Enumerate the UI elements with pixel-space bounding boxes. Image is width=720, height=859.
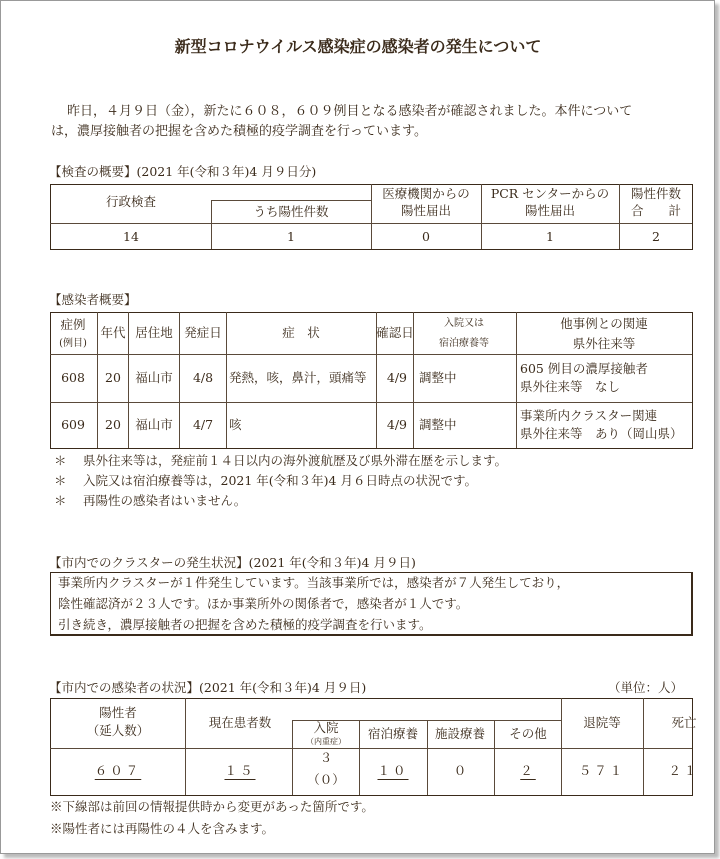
table-rule bbox=[211, 200, 212, 249]
value-hospital-severe: （０） bbox=[307, 772, 345, 787]
status-note: ※陽性者には再陽性の４人を含みます。 bbox=[50, 821, 275, 836]
note-mark: ＊ bbox=[54, 473, 67, 488]
table-rule bbox=[128, 312, 129, 448]
case-symptoms: 発熱，咳，鼻汁，頭痛等 bbox=[229, 370, 367, 385]
table-rule bbox=[211, 200, 371, 201]
header-pcr-2: 陽性届出 bbox=[524, 203, 576, 218]
case-relation: 事業所内クラスター関連 bbox=[520, 408, 658, 423]
header-admin-positive: うち陽性件数 bbox=[253, 204, 329, 219]
table-rule bbox=[97, 312, 98, 448]
table-rule bbox=[619, 184, 620, 249]
page-title: 新型コロナウイルス感染症の感染者の発生について bbox=[174, 37, 542, 56]
table-rule bbox=[292, 720, 293, 795]
case-confirmed: 4/9 bbox=[386, 417, 407, 432]
header-positive-2: （延人数） bbox=[86, 723, 150, 738]
case-symptoms: 咳 bbox=[229, 417, 242, 432]
header-discharged: 退院等 bbox=[583, 715, 621, 730]
header-hotel: 宿泊療養 bbox=[367, 726, 419, 741]
value-admin: 14 bbox=[123, 229, 139, 244]
header-relation-2: 県外往来等 bbox=[572, 336, 636, 351]
case-onset: 4/7 bbox=[192, 417, 214, 432]
header-onset: 発症日 bbox=[184, 325, 222, 340]
intro-line-1: 昨日，４月９日（金），新たに６０８，６０９例目となる感染者が確認されました。本件について bbox=[67, 104, 633, 119]
header-hospital: 入院 bbox=[313, 720, 339, 735]
tests-heading: 【検査の概要】(2021 年(令和３年)4 月９日分) bbox=[49, 164, 317, 179]
case-number: 609 bbox=[61, 417, 85, 432]
table-rule bbox=[561, 698, 562, 795]
case-residence: 福山市 bbox=[135, 370, 173, 385]
value-other: ２ bbox=[520, 763, 536, 778]
case-hospital: 調整中 bbox=[419, 370, 457, 385]
case-onset: 4/8 bbox=[192, 370, 214, 385]
header-confirmed: 確認日 bbox=[376, 325, 414, 340]
case-relation: 605 例目の濃厚接触者 bbox=[520, 361, 648, 376]
value-current: １５ bbox=[224, 763, 256, 778]
value-death: ２１ bbox=[668, 763, 700, 778]
table-rule bbox=[226, 312, 227, 448]
header-hospital-2: 宿泊療養等 bbox=[439, 338, 489, 349]
header-hospital-severe: （内重症） bbox=[306, 737, 346, 746]
value-hotel: １０ bbox=[377, 763, 409, 778]
value-positive: ６０７ bbox=[94, 763, 142, 778]
table-rule bbox=[427, 720, 428, 795]
value-hospital: ３ bbox=[319, 750, 333, 765]
case-travel: 県外往来等 なし bbox=[520, 379, 621, 394]
table-rule bbox=[516, 312, 517, 448]
value-medical: 0 bbox=[422, 229, 430, 244]
cluster-line: 陰性確認済が２３人です。ほか事業所外の関係者で，感染者が１人です。 bbox=[58, 596, 469, 611]
table-rule bbox=[185, 698, 186, 795]
table-rule bbox=[494, 720, 495, 795]
header-medical-2: 陽性届出 bbox=[400, 203, 452, 218]
header-hospital: 入院又は bbox=[444, 318, 484, 329]
table-rule bbox=[371, 184, 372, 249]
header-total-2: 合 計 bbox=[630, 203, 682, 218]
case-travel: 県外往来等 あり（岡山県） bbox=[520, 426, 683, 441]
header-age: 年代 bbox=[100, 325, 126, 340]
header-residence: 居住地 bbox=[135, 325, 173, 340]
header-case: 症例 bbox=[60, 317, 86, 332]
header-death: 死亡 bbox=[671, 715, 697, 730]
table-rule bbox=[50, 748, 692, 749]
table-rule bbox=[359, 720, 360, 795]
unit-label: （単位：人） bbox=[607, 680, 683, 695]
header-pcr: PCR センターからの bbox=[490, 186, 610, 201]
header-relation: 他事例との関連 bbox=[560, 316, 648, 331]
case-hospital: 調整中 bbox=[419, 417, 457, 432]
value-discharged: ５７１ bbox=[578, 763, 626, 778]
header-case-2: (例目) bbox=[59, 338, 87, 349]
table-rule bbox=[50, 354, 692, 355]
case-note: 入院又は宿泊療養等は，2021 年(令和３年)4 月６日時点の状況です。 bbox=[83, 473, 477, 488]
cluster-heading: 【市内でのクラスターの発生状況】(2021 年(令和３年)4 月９日) bbox=[49, 555, 416, 570]
value-facility: ０ bbox=[453, 763, 467, 778]
case-note: 再陽性の感染者はいません。 bbox=[83, 493, 247, 508]
header-facility: 施設療養 bbox=[434, 726, 486, 741]
status-heading: 【市内での感染者の状況】(2021 年(令和３年)4 月９日) bbox=[49, 680, 367, 695]
case-note: 県外往来等は，発症前１４日以内の海外渡航歴及び県外滞在歴を示します。 bbox=[83, 453, 508, 468]
value-admin-positive: 1 bbox=[287, 229, 295, 244]
table-rule bbox=[643, 698, 644, 795]
table-rule bbox=[481, 184, 482, 249]
intro-line-2: は，濃厚接触者の把握を含めた積極的疫学調査を行っています。 bbox=[51, 124, 427, 139]
header-medical: 医療機関からの bbox=[382, 186, 470, 201]
header-current: 現在患者数 bbox=[208, 715, 272, 730]
case-number: 608 bbox=[61, 370, 85, 385]
note-mark: ＊ bbox=[54, 453, 67, 468]
header-other: その他 bbox=[509, 726, 547, 741]
case-residence: 福山市 bbox=[135, 417, 173, 432]
cluster-line: 事業所内クラスターが１件発生しています。当該事業所では，感染者が７人発生しており， bbox=[58, 575, 570, 590]
header-positive: 陽性者 bbox=[99, 705, 137, 720]
header-total: 陽性件数 bbox=[630, 186, 682, 201]
status-note: ※下線部は前回の情報提供時から変更があった箇所です。 bbox=[50, 799, 374, 814]
status-table bbox=[50, 698, 693, 796]
value-total: 2 bbox=[652, 229, 660, 244]
cases-heading: 【感染者概要】 bbox=[49, 292, 137, 307]
table-rule bbox=[50, 402, 692, 403]
note-mark: ＊ bbox=[54, 493, 67, 508]
header-symptoms: 症 状 bbox=[282, 325, 320, 340]
header-admin-test: 行政検査 bbox=[105, 194, 157, 209]
cluster-line: 引き続き，濃厚接触者の把握を含めた積極的疫学調査を行います。 bbox=[58, 617, 432, 632]
case-age: 20 bbox=[105, 370, 121, 385]
value-pcr: 1 bbox=[546, 229, 554, 244]
case-confirmed: 4/9 bbox=[386, 370, 407, 385]
table-rule bbox=[179, 312, 180, 448]
case-age: 20 bbox=[105, 417, 121, 432]
